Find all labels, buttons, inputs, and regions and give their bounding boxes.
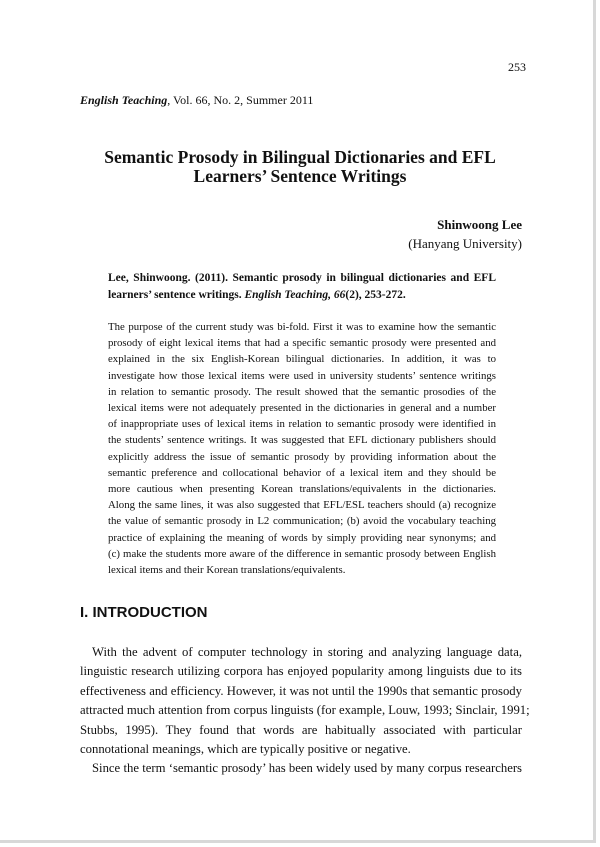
abstract xyxy=(108,319,496,578)
abstract-line: the value of semantic prosody in L2 communication; (b) avoid the vocabulary teaching xyxy=(108,515,496,528)
running-head-details: , Vol. 66, No. 2, Summer 2011 xyxy=(167,93,314,107)
body-line: Since the term ‘semantic prosody’ has been widely used by many corpus researchers xyxy=(92,761,522,776)
body-line: With the advent of computer technology in storing and analyzing language data, xyxy=(92,645,522,659)
running-head-journal: English Teaching xyxy=(80,93,168,107)
author-name: Shinwoong Lee xyxy=(437,217,522,232)
abstract-line: the students’ sentence writings. It was suggested that EFL dictionary publishers should xyxy=(108,434,496,447)
citation-line xyxy=(108,287,496,304)
abstract-line: of inappropriate uses of lexical items in relation to semantic prosody were identified in xyxy=(108,418,496,431)
body-line: connotational meanings, which are typically positive or negative. xyxy=(80,742,411,757)
section-heading: I. INTRODUCTION xyxy=(80,604,208,621)
body-line: attracted much attention from corpus linguists (for example, Louw, 1993; Sinclair, 1991; xyxy=(80,703,530,718)
abstract-line: lexical items were not adequately presented in the dictionaries in general and a number xyxy=(108,402,496,415)
body-line: linguistic research utilizing corpora has enjoyed popularity among linguists due to its xyxy=(80,664,522,679)
title-line: Semantic Prosody in Bilingual Dictionaries and EFL xyxy=(104,147,496,167)
abstract-line: prosody of eight lexical items that had a specific semantic prosody were presented and xyxy=(108,337,496,350)
citation-line: Lee, Shinwoong. (2011). Semantic prosody in bilingual dictionaries and EFL xyxy=(108,272,496,284)
abstract-line: lexical items and their Korean translations/equivalents. xyxy=(108,564,346,577)
page-number: 253 xyxy=(508,60,526,74)
article-title xyxy=(60,148,540,186)
body-text xyxy=(80,643,530,779)
abstract-line: (c) make the students more aware of the difference in semantic prosody between English xyxy=(108,547,496,560)
title-line: Learners’ Sentence Writings xyxy=(193,166,407,186)
abstract-line: explained in the six English-Korean bilingual dictionaries. In addition, it was to xyxy=(108,353,496,366)
citation-journal: English Teaching, 66 xyxy=(244,289,346,301)
abstract-line: The purpose of the current study was bi-fold. First it was to examine how the semantic xyxy=(108,321,496,333)
body-line: Stubbs, 1995). They found that words are habitually associated with particular xyxy=(80,722,522,737)
author-affiliation: (Hanyang University) xyxy=(408,236,522,251)
abstract-line: explicitly address the issue of semantic prosody by providing information about the xyxy=(108,450,496,463)
abstract-line: Along the same lines, it was also suggested that EFL/ESL teachers should (a) recognize xyxy=(108,499,496,512)
body-line: effectiveness and efficiency. However, it was not until the 1990s that semantic prosody xyxy=(80,683,522,698)
abstract-line: practice of explaining the meaning of words by simply providing near synonyms; and xyxy=(108,531,496,544)
running-head xyxy=(80,93,313,108)
abstract-line: more cautious when presenting Korean translations/equivalents in the dictionaries. xyxy=(108,483,496,496)
citation-text: learners’ sentence writings. xyxy=(108,289,245,301)
abstract-line: in relation to semantic prosody. The result showed that the semantic prosodies of the xyxy=(108,385,496,398)
citation xyxy=(108,270,496,304)
citation-text: (2), 253-272. xyxy=(345,289,406,301)
abstract-line: investigate how those lexical items were used in university students’ sentence writings xyxy=(108,369,496,382)
abstract-line: semantic preference and collocational behavior of a lexical item and they should be xyxy=(108,466,496,479)
